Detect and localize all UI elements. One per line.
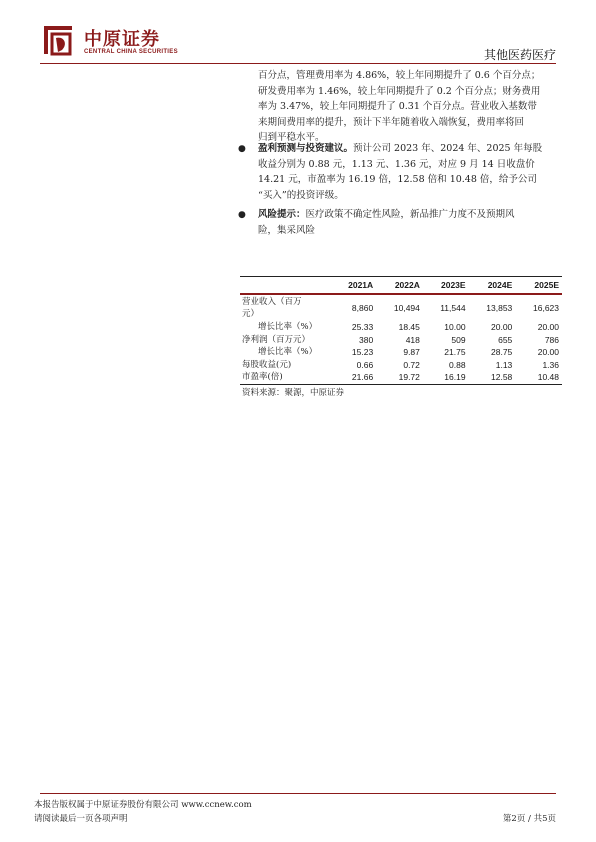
table-row (240, 359, 562, 372)
text-line: 百分点，管理费用率为 4.86%，较上年同期提升了 0.6 个百分点； (258, 70, 541, 81)
text-line: 归到平稳水平。 (258, 132, 325, 143)
table-cell: 1.13 (495, 359, 513, 370)
table-cell: 0.72 (403, 359, 420, 370)
table-cell: 25.33 (351, 322, 374, 332)
table-cell: 10,494 (393, 302, 420, 313)
table-cell: 16,623 (533, 302, 559, 313)
table-cell: 20.00 (491, 322, 513, 332)
header-divider (40, 63, 556, 64)
table-cell: 13,853 (486, 302, 513, 313)
row-label: 每股收益(元) (242, 359, 292, 370)
table-header-cell: 2025E (515, 277, 562, 295)
bullet-icon: ● (238, 144, 246, 154)
financial-forecast-table (240, 276, 562, 385)
table-header-cell: 2022A (376, 277, 423, 295)
table-row (240, 294, 562, 321)
bullet-icon: ● (238, 210, 246, 220)
text-line: 险，集采风险 (258, 224, 316, 236)
footer-divider (40, 793, 556, 794)
table-cell: 1.36 (542, 359, 559, 370)
table-cell: 28.75 (491, 347, 513, 357)
table-cell: 10.00 (444, 322, 466, 332)
row-label: 增长比率（%） (258, 347, 318, 357)
paragraph-expense-ratios (258, 68, 556, 146)
table-cell: 8,860 (351, 302, 374, 313)
table-header-row (240, 277, 562, 295)
text-line: 14.21 元，市盈率为 16.19 倍，12.58 倍和 10.48 倍，给予公司 (258, 174, 537, 185)
table-row (240, 346, 562, 359)
table-cell: 0.88 (449, 359, 466, 370)
table-cell: 20.00 (537, 322, 559, 332)
text-line: 率为 3.47%，较上年同期提升了 0.31 个百分点。营业收入基数带 (258, 101, 537, 112)
paragraph-risk (258, 207, 556, 238)
table-row (240, 321, 562, 334)
table-cell: 21.66 (331, 371, 376, 384)
company-logo (40, 22, 190, 62)
table-cell: 655 (498, 334, 513, 345)
table-header-cell: 2024E (469, 277, 516, 295)
text-line: 研发费用率为 1.46%，较上年同期提升了 0.2 个百分点；财务费用 (258, 85, 541, 97)
table-cell: 21.75 (444, 347, 466, 357)
table-cell: 11,544 (440, 302, 466, 313)
table-source: 资料来源：聚源，中原证券 (242, 388, 345, 398)
table-cell: 509 (451, 334, 466, 345)
row-label: 市盈率(倍) (240, 371, 331, 384)
row-label: 净利润（百万元） (242, 334, 311, 345)
footer-copyright: 本报告版权属于中原证券股份有限公司 www.ccnew.com (34, 800, 252, 810)
table-cell: 20.00 (537, 347, 559, 357)
table-row (240, 371, 562, 384)
table-cell: 786 (544, 334, 559, 345)
page-number: 第2页 / 共5页 (502, 814, 556, 824)
table-cell: 16.19 (423, 371, 469, 384)
text-line: 风险提示：医疗政策不确定性风险，新品推广力度不及预期风 (258, 209, 515, 220)
table-cell: 15.23 (351, 347, 374, 357)
text-line: “买入”的投资评级。 (258, 189, 344, 201)
text-line: 盈利预测与投资建议。预计公司 2023 年、2024 年、2025 年每股 (258, 143, 543, 154)
table-header-cell: 2023E (423, 277, 469, 295)
table-cell: 19.72 (376, 371, 423, 384)
table-cell: 0.66 (356, 359, 374, 370)
logo-text-en: CENTRAL CHINA SECURITIES (84, 49, 178, 55)
table-row (240, 334, 562, 347)
paragraph-forecast (258, 141, 556, 203)
table-header-cell: 2021A (331, 277, 376, 295)
table-cell: 418 (405, 334, 420, 345)
table-cell: 10.48 (515, 371, 562, 384)
text-line: 来期间费用率的提升，预计下半年随着收入端恢复，费用率将回 (258, 116, 525, 128)
table-cell: 9.87 (403, 347, 420, 357)
risk-heading: 风险提示： (258, 209, 306, 220)
logo-mark-icon (40, 22, 76, 58)
text-line: 收益分别为 0.88 元，1.13 元、1.36 元，对应 9 月 14 日收盘价 (258, 158, 535, 170)
row-label: 营业收入（百万 元） (242, 297, 302, 319)
footer-disclaimer: 请阅读最后一页各项声明 (34, 814, 128, 824)
report-category: 其他医药医疗 (483, 48, 556, 62)
table-cell: 380 (359, 334, 374, 345)
table-cell: 18.45 (398, 322, 420, 332)
forecast-heading: 盈利预测与投资建议。 (258, 143, 354, 154)
row-label: 增长比率（%） (258, 322, 318, 332)
table-header-cell (240, 277, 331, 295)
table-cell: 12.58 (469, 371, 516, 384)
logo-text-cn: 中原证券 (84, 29, 160, 50)
